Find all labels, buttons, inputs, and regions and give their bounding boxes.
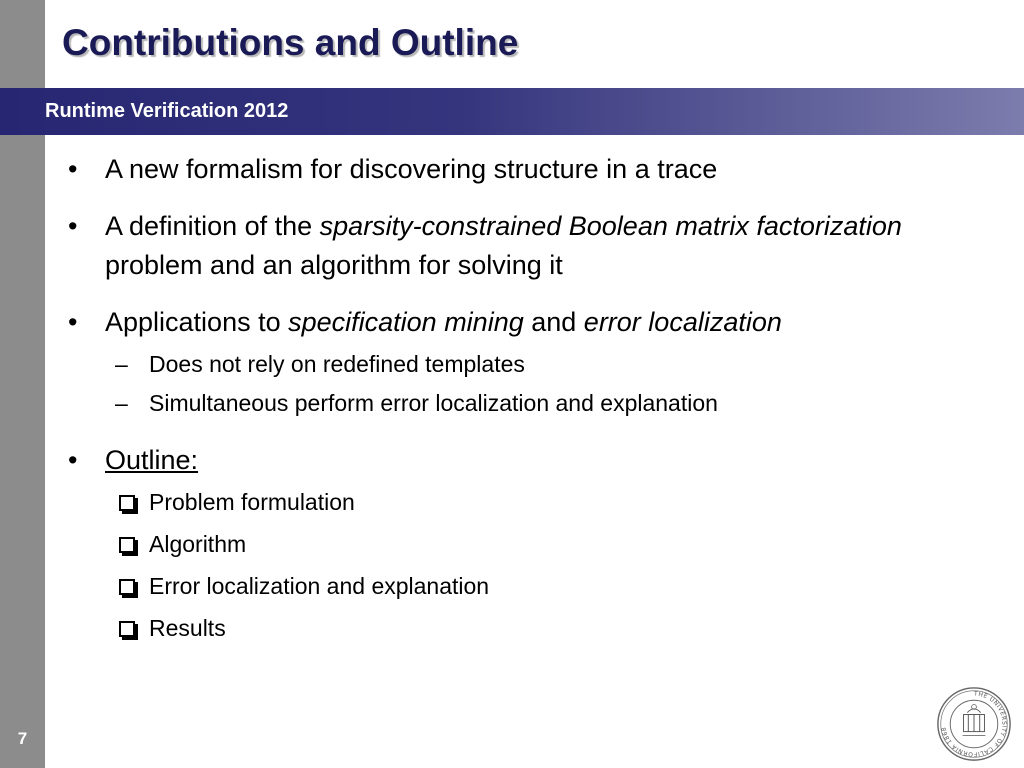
bullet-text-post: problem and an algorithm for solving it	[105, 250, 563, 280]
outline-item-text: Algorithm	[149, 531, 247, 557]
checkbox-icon	[119, 537, 135, 553]
checkbox-icon	[119, 495, 135, 511]
bullet-icon: •	[68, 307, 78, 337]
outline-item	[62, 609, 962, 648]
outline-item	[62, 567, 962, 606]
bullet-item	[62, 441, 962, 480]
bullet-text-emphasis: error localization	[583, 307, 782, 337]
sub-bullet-text: Does not rely on redefined templates	[149, 351, 525, 377]
bullet-item	[62, 207, 962, 285]
bullet-text-pre: Applications to	[105, 307, 289, 337]
bullet-icon: •	[68, 154, 78, 184]
slide-number: 7	[17, 729, 28, 748]
sub-bullet-item	[62, 345, 962, 384]
checkbox-icon	[119, 579, 135, 595]
seal-text: THE UNIVERSITY OF CALIFORNIA 1868	[941, 691, 1007, 757]
sub-bullet-text: Simultaneous perform error localization and explanation	[149, 390, 718, 416]
dash-icon: –	[115, 351, 128, 377]
banner-text: Runtime Verification 2012	[45, 100, 289, 122]
university-seal-icon	[936, 686, 1012, 762]
bullet-text-emphasis: sparsity-constrained Boolean matrix factorization	[319, 211, 902, 241]
bullet-text-pre: A definition of the	[105, 211, 320, 241]
bullet-text-mid: and	[523, 307, 584, 337]
bullet-text: A new formalism for discovering structure in a trace	[105, 154, 718, 184]
bullet-item	[62, 150, 962, 189]
sub-bullet-item	[62, 384, 962, 423]
bullet-item	[62, 303, 962, 342]
slide-title: Contributions and Outline	[62, 22, 519, 63]
bullet-icon: •	[68, 211, 78, 241]
outline-item-text: Results	[149, 615, 226, 641]
outline-heading: Outline:	[105, 445, 199, 475]
checkbox-icon	[119, 621, 135, 637]
outline-item-text: Problem formulation	[149, 489, 355, 515]
bullet-icon: •	[68, 445, 78, 475]
dash-icon: –	[115, 390, 128, 416]
outline-item-text: Error localization and explanation	[149, 573, 490, 599]
slide-content	[62, 150, 962, 651]
outline-item	[62, 483, 962, 522]
outline-item	[62, 525, 962, 564]
bullet-text-emphasis: specification mining	[288, 307, 524, 337]
